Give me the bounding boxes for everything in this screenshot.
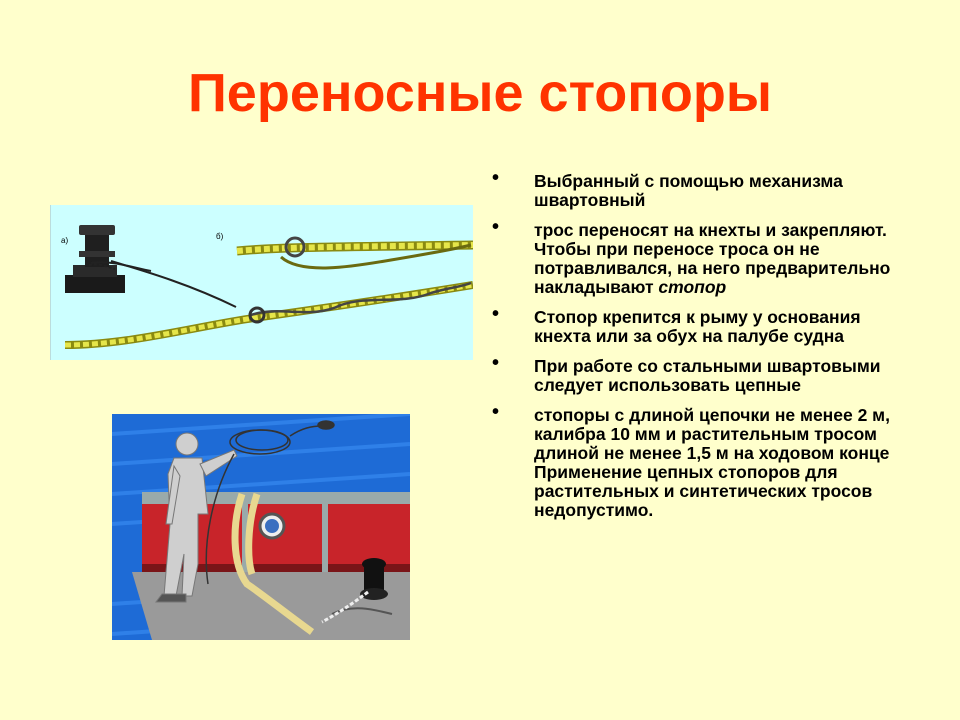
rope-icon — [65, 283, 473, 345]
stopper-knot-illustration — [50, 205, 473, 360]
figure-label-b: б) — [216, 232, 224, 241]
bullet-text: Выбранный с помощью механизма швартовный — [534, 171, 843, 210]
bullet-text: Стопор крепится к рыму у основания кнехта или за обух на палубе судна — [534, 307, 861, 346]
bullet-icon: • — [492, 352, 500, 374]
bullet-text: стопоры с длиной цепочки не менее 2 м, калибра 10 мм и растительным тросом длиной не менее 1,5 м на ходовом конце Применение цепных стопоров для растительных и синтетических тросов недопустимо. — [534, 405, 890, 520]
bollard-icon — [65, 225, 125, 293]
bullet-emphasis: стопор — [658, 277, 727, 297]
bullet-item — [492, 216, 902, 297]
mooring-sailor-illustration — [112, 414, 410, 640]
bullet-icon: • — [492, 167, 500, 189]
bullet-text: При работе со стальными швартовыми следует использовать цепные — [534, 356, 881, 395]
stopper-knot-drawing — [51, 205, 473, 360]
bullet-item — [492, 167, 902, 210]
mooring-scene-drawing — [112, 414, 410, 640]
bullet-icon: • — [492, 216, 500, 238]
bullet-icon: • — [492, 303, 500, 325]
bullet-item — [492, 401, 902, 520]
bullet-icon: • — [492, 401, 500, 423]
bullet-item — [492, 352, 902, 395]
bullet-item — [492, 303, 902, 346]
figure-label-a: а) — [61, 236, 69, 245]
bullet-text: трос переносят на кнехты и закрепляют. Чтобы при переносе троса он не потравливался, на него предварительно накладывают — [534, 220, 891, 297]
bullet-list — [492, 167, 902, 531]
rope-icon — [237, 238, 473, 268]
slide-title: Переносные стопоры — [187, 63, 772, 123]
